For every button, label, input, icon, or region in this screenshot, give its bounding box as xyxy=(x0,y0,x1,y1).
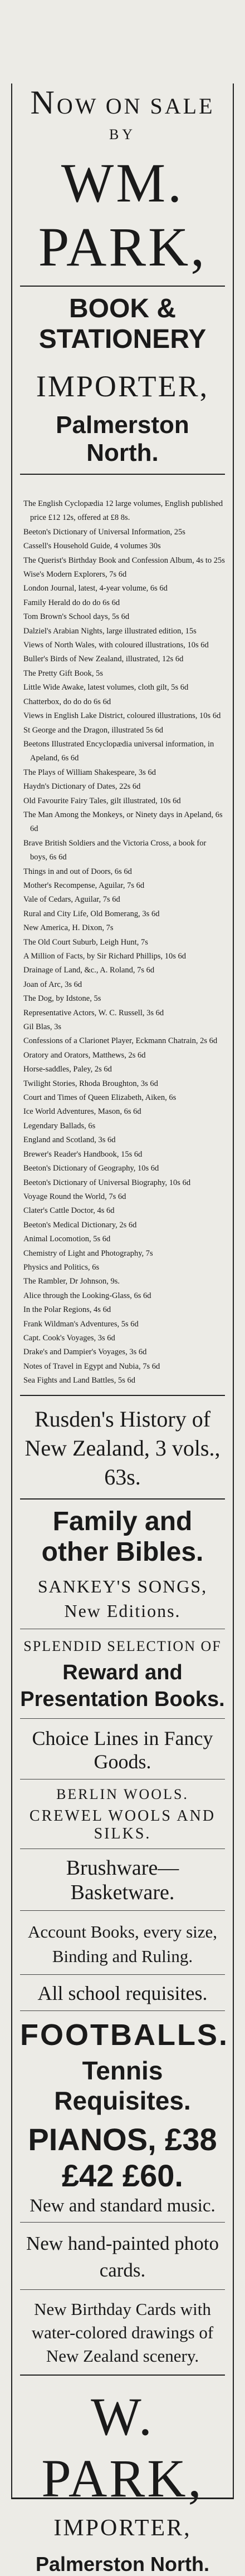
book-list-item: Alice through the Looking-Glass, 6s 6d xyxy=(23,1291,151,1300)
book-list-item: The Querist's Birthday Book and Confession Album, 4s to 25s xyxy=(23,555,225,565)
birthday-cards-line: New Birthday Cards with water-colored drawings of New Zealand scenery. xyxy=(31,2299,214,2366)
book-list-item: The Dog, by Idstone, 5s xyxy=(23,994,101,1004)
now-initial: N xyxy=(30,84,57,121)
footer-merchant-name: W. PARK, xyxy=(41,2386,204,2508)
sankey-songs: SANKEY'S SONGS, New Editions. xyxy=(37,1576,208,1621)
book-list-item: Drainage of Land, &c., A. Roland, 7s 6d xyxy=(23,966,155,975)
rusden-history: Rusden's History of New Zealand, 3 vols., 63s. xyxy=(24,1406,220,1489)
book-list-item: The Man Among the Monkeys, or Ninety days in Apeland, 6s 6d xyxy=(23,810,223,834)
school-requisites: All school requisites. xyxy=(37,1982,208,2004)
divider xyxy=(20,1395,225,1396)
book-list-item: Capt. Cook's Voyages, 3s 6d xyxy=(23,1333,115,1343)
book-list-item: Sea Fights and Land Battles, 5s 6d xyxy=(23,1376,135,1385)
book-list-item: The Old Court Suburb, Leigh Hunt, 7s xyxy=(23,937,148,947)
berlin-wools: BERLIN WOOLS. xyxy=(56,1786,189,1802)
divider xyxy=(20,1718,225,1719)
book-list-item: Vale of Cedars, Aguilar, 7s 6d xyxy=(23,895,120,904)
book-list-item: Views of North Wales, with coloured illustrations, 10s 6d xyxy=(23,641,209,650)
book-list-item: Views in English Lake District, coloured illustrations, 10s 6d xyxy=(23,711,221,721)
bibles-line: Family and other Bibles. xyxy=(41,1506,204,1567)
photo-cards-line: New hand-painted photo cards. xyxy=(26,2232,219,2281)
book-list-item: Confessions of a Clarionet Player, Eckmann Chatrain, 2s 6d xyxy=(23,1036,218,1046)
book-list-item: The English Cyclopædia 12 large volumes, English published price £12 12s, offered at £8 8s. xyxy=(23,499,223,523)
book-list-item: Beeton's Dictionary of Universal Information, 25s xyxy=(23,527,185,537)
brushware-line: Brushware—Basketware. xyxy=(66,1856,179,1904)
book-list-item: Legendary Ballads, 6s xyxy=(23,1121,96,1130)
book-list-item: The Rambler, Dr Johnson, 9s. xyxy=(23,1277,120,1286)
book-list-item: Horse-saddles, Paley, 2s 6d xyxy=(23,1065,112,1074)
book-list-item: A Million of Facts, by Sir Richard Phillips, 10s 6d xyxy=(23,952,187,961)
book-list-item: Chemistry of Light and Photography, 7s xyxy=(23,1248,153,1258)
book-list-item: Notes of Travel in Egypt and Nubia, 7s 6d xyxy=(23,1361,160,1371)
music-line: New and standard music. xyxy=(30,2195,215,2216)
book-list-item: Drake's and Dampier's Voyages, 3s 6d xyxy=(23,1348,147,1357)
divider xyxy=(20,2222,225,2223)
footer-location: Palmerston North. xyxy=(35,2552,210,2575)
footballs-line: FOOTBALLS. xyxy=(20,2018,229,2052)
book-list-item: The Plays of William Shakespeare, 3s 6d xyxy=(23,768,156,777)
book-list-item: Cassell's Household Guide, 4 volumes 30s xyxy=(23,542,161,551)
divider xyxy=(20,286,225,287)
business-type: BOOK & STATIONERY xyxy=(38,294,207,354)
book-list-item: Gil Blas, 3s xyxy=(23,1022,62,1032)
reward-books: Reward and Presentation Books. xyxy=(20,1660,225,1711)
book-list-item: London Journal, latest, 4-year volume, 6s 6d xyxy=(23,584,168,593)
book-list xyxy=(20,497,225,1388)
book-list-item: Old Favourite Fairy Tales, gilt illustrated, 10s 6d xyxy=(23,796,181,805)
by-line: BY xyxy=(109,126,136,142)
book-list-item: Haydn's Dictionary of Dates, 22s 6d xyxy=(23,782,141,792)
account-books: Account Books, every size, Binding and Ruling. xyxy=(27,1921,218,1966)
book-list-item: Beeton's Dictionary of Universal Biography, 10s 6d xyxy=(23,1178,191,1187)
book-list-item: Joan of Arc, 3s 6d xyxy=(23,980,82,989)
advertisement xyxy=(11,83,234,2575)
footer-importer: IMPORTER, xyxy=(53,2515,192,2541)
book-list-item: In the Polar Regions, 4s 6d xyxy=(23,1305,111,1315)
book-list-item: Tom Brown's School days, 5s 6d xyxy=(23,612,130,622)
divider xyxy=(20,2375,225,2376)
book-list-item: Brewer's Reader's Handbook, 15s 6d xyxy=(23,1149,143,1159)
book-list-item: Physics and Politics, 6s xyxy=(23,1262,100,1272)
divider xyxy=(20,2010,225,2011)
book-list-item: Dalziel's Arabian Nights, large illustrated edition, 15s xyxy=(23,626,197,636)
divider xyxy=(20,1974,225,1975)
divider xyxy=(20,1910,225,1911)
importer-title: IMPORTER, xyxy=(36,370,209,403)
book-list-item: Court and Times of Queen Elizabeth, Aiken, 6s xyxy=(23,1093,177,1103)
crewel-wools: CREWEL WOOLS AND SILKS. xyxy=(29,1807,216,1842)
divider xyxy=(20,2289,225,2290)
fancy-goods: Choice Lines in Fancy Goods. xyxy=(32,1727,213,1773)
book-list-item: Animal Locomotion, 5s 6d xyxy=(23,1235,111,1244)
book-list-item: Clater's Cattle Doctor, 4s 6d xyxy=(23,1206,115,1216)
splendid-selection: SPLENDID SELECTION OF xyxy=(23,1638,222,1654)
book-list-item: England and Scotland, 3s 6d xyxy=(23,1135,116,1145)
book-list-item: The Pretty Gift Book, 5s xyxy=(23,668,103,678)
tennis-line: Tennis Requisites. xyxy=(54,2056,191,2115)
pianos-line: PIANOS, £38 £42 £60. xyxy=(28,2121,217,2193)
book-list-item: Representative Actors, W. C. Russell, 3s 6d xyxy=(23,1008,164,1017)
merchant-name: WM. PARK, xyxy=(38,152,207,278)
book-list-item: Brave British Soldiers and the Victoria Cross, a book for boys, 6s 6d xyxy=(23,838,207,862)
book-list-item: Wise's Modern Explorers, 7s 6d xyxy=(23,570,127,579)
book-list-item: Twilight Stories, Rhoda Broughton, 3s 6d xyxy=(23,1079,158,1088)
book-list-item: Rural and City Life, Old Bomerang, 3s 6d xyxy=(23,909,160,918)
book-list-item: Things in and out of Doors, 6s 6d xyxy=(23,867,132,876)
book-list-item: Family Herald do do do 6s 6d xyxy=(23,598,120,607)
location: Palmerston North. xyxy=(56,411,189,466)
divider xyxy=(20,1498,225,1500)
book-list-item: Beeton's Dictionary of Geography, 10s 6d xyxy=(23,1164,159,1173)
now-on-sale-heading xyxy=(20,83,225,122)
book-list-item: Beeton's Medical Dictionary, 2s 6d xyxy=(23,1220,137,1230)
book-list-item: New America, H. Dixon, 7s xyxy=(23,923,114,933)
book-list-item: Voyage Round the World, 7s 6d xyxy=(23,1192,126,1201)
book-list-item: Ice World Adventures, Mason, 6s 6d xyxy=(23,1107,141,1117)
book-list-item: Chatterbox, do do do 6s 6d xyxy=(23,697,111,706)
book-list-item: Buller's Birds of New Zealand, illustrated, 12s 6d xyxy=(23,655,184,664)
book-list-item: Frank Wildman's Adventures, 5s 6d xyxy=(23,1319,139,1329)
divider xyxy=(20,474,225,475)
book-list-item: Beetons Illustrated Encyclopædia universal information, in Apeland, 6s 6d xyxy=(23,739,214,763)
book-list-item: St George and the Dragon, illustrated 5s 6d xyxy=(23,725,164,735)
book-list-item: Oratory and Orators, Matthews, 2s 6d xyxy=(23,1050,146,1060)
book-list-item: Mother's Recompense, Aguilar, 7s 6d xyxy=(23,881,145,890)
bottom-border xyxy=(12,2498,233,2499)
now-rest: OW ON SALE xyxy=(56,94,215,119)
book-list-item: Little Wide Awake, latest volumes, cloth gilt, 5s 6d xyxy=(23,683,189,692)
